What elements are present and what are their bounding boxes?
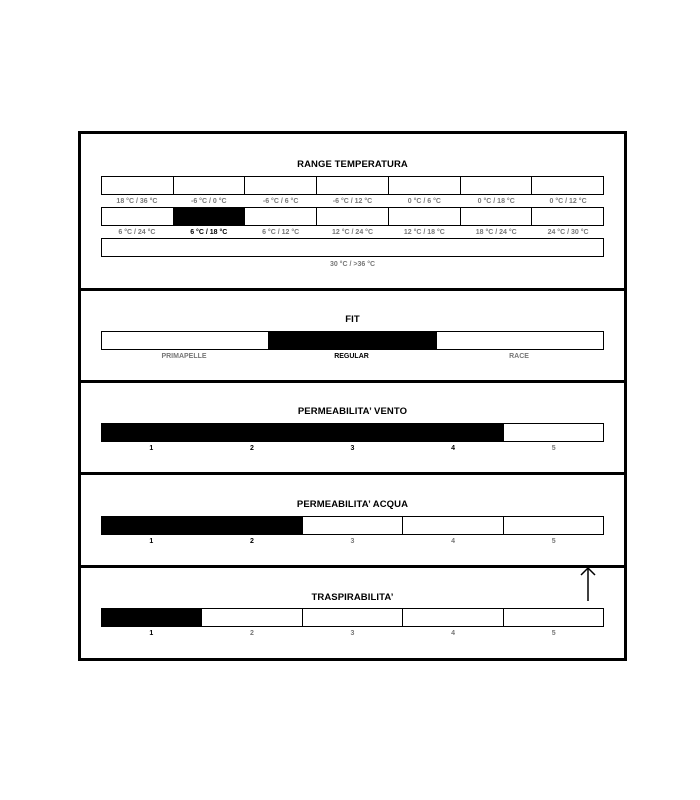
water-scale-segment: [303, 517, 403, 534]
breath-scale-segment: [303, 609, 403, 626]
fit-option-segment[interactable]: [102, 332, 268, 349]
breath-scale-bar: [101, 608, 604, 627]
breath-scale-label: 1: [149, 630, 154, 637]
temperature-option-cell[interactable]: [389, 208, 461, 225]
breath-scale-segment: [504, 609, 603, 626]
fit-option-label: PRIMAPELLE: [161, 353, 207, 360]
wind-scale-label: 3: [350, 445, 355, 452]
wind-scale-segment: [403, 424, 503, 441]
temperature-option-cell[interactable]: [389, 177, 461, 194]
temperature-option-label: 6 °C / 18 °C: [190, 229, 228, 236]
wind-scale-segment: [303, 424, 403, 441]
wind-scale-segment: [102, 424, 202, 441]
wind-scale-segment: [202, 424, 302, 441]
temperature-option-label: 0 °C / 12 °C: [549, 198, 587, 205]
temperature-option-cell[interactable]: [317, 208, 389, 225]
temperature-option-label: 12 °C / 24 °C: [332, 229, 374, 236]
temperature-labels-1: [101, 197, 604, 206]
temperature-option-cell[interactable]: [102, 239, 603, 256]
temperature-option-label: 30 °C / >36 °C: [329, 261, 376, 268]
fit-option-segment[interactable]: [437, 332, 603, 349]
temperature-row-2: [101, 207, 604, 226]
wind-section: [81, 383, 624, 472]
fit-labels: [101, 352, 604, 361]
temperature-option-label: -6 °C / 0 °C: [191, 198, 227, 205]
breath-scale-segment: [403, 609, 503, 626]
water-scale-bar: [101, 516, 604, 535]
water-scale-segment: [202, 517, 302, 534]
temperature-option-cell[interactable]: [102, 177, 174, 194]
wind-scale-labels: [101, 444, 604, 453]
fit-option-label: REGULAR: [334, 353, 369, 360]
water-scale-label: 4: [451, 538, 456, 545]
temperature-option-label: 6 °C / 12 °C: [262, 229, 300, 236]
temperature-row-1: [101, 176, 604, 195]
temperature-option-cell[interactable]: [461, 208, 533, 225]
fit-option-label: RACE: [509, 353, 529, 360]
temperature-option-cell[interactable]: [532, 208, 603, 225]
fit-option-segment[interactable]: [268, 332, 437, 349]
spec-card: [78, 131, 627, 661]
water-scale-label: 2: [249, 538, 254, 545]
temperature-option-cell[interactable]: [245, 208, 317, 225]
breath-scale-labels: [101, 629, 604, 638]
temperature-option-cell[interactable]: [317, 177, 389, 194]
breath-scale-segment: [102, 609, 202, 626]
water-section: [81, 475, 624, 564]
temperature-option-cell[interactable]: [461, 177, 533, 194]
water-scale-label: 1: [149, 538, 154, 545]
wind-scale-label: 4: [451, 445, 456, 452]
wind-scale-label: 1: [149, 445, 154, 452]
wind-title: PERMEABILITA’ VENTO: [297, 406, 408, 417]
temperature-labels-2: [101, 228, 604, 237]
breath-scale-segment: [202, 609, 302, 626]
fit-section: [81, 291, 624, 380]
breath-title: TRASPIRABILITA’: [311, 592, 394, 603]
temperature-option-cell[interactable]: [174, 208, 246, 225]
temperature-section: [81, 134, 624, 288]
wind-scale-label: 2: [249, 445, 254, 452]
temperature-option-cell[interactable]: [102, 208, 174, 225]
wind-scale-segment: [504, 424, 603, 441]
water-scale-segment: [504, 517, 603, 534]
temperature-option-label: 18 °C / 24 °C: [475, 229, 517, 236]
arrow-up-icon: [580, 566, 596, 602]
wind-scale-bar: [101, 423, 604, 442]
water-title: PERMEABILITA’ ACQUA: [296, 499, 409, 510]
temperature-option-label: 24 °C / 30 °C: [547, 229, 589, 236]
temperature-option-label: 0 °C / 18 °C: [477, 198, 515, 205]
temperature-labels-3: [101, 260, 604, 269]
temperature-option-cell[interactable]: [245, 177, 317, 194]
temperature-option-label: -6 °C / 6 °C: [262, 198, 299, 205]
temperature-option-cell[interactable]: [532, 177, 603, 194]
temperature-option-label: 0 °C / 6 °C: [407, 198, 441, 205]
breath-scale-label: 4: [451, 630, 456, 637]
temperature-title: RANGE TEMPERATURA: [297, 159, 408, 170]
temperature-option-label: 18 °C / 36 °C: [116, 198, 158, 205]
breath-scale-label: 3: [350, 630, 355, 637]
temperature-option-label: 12 °C / 18 °C: [403, 229, 445, 236]
fit-bar: [101, 331, 604, 350]
water-scale-label: 5: [551, 538, 556, 545]
wind-scale-label: 5: [551, 445, 556, 452]
breath-section: [81, 568, 624, 658]
water-scale-labels: [101, 537, 604, 546]
water-scale-segment: [102, 517, 202, 534]
temperature-option-cell[interactable]: [174, 177, 246, 194]
breath-scale-label: 5: [551, 630, 556, 637]
temperature-row-3: [101, 238, 604, 257]
water-scale-segment: [403, 517, 503, 534]
breath-scale-label: 2: [249, 630, 254, 637]
fit-title: FIT: [345, 314, 360, 325]
temperature-option-label: -6 °C / 12 °C: [332, 198, 373, 205]
water-scale-label: 3: [350, 538, 355, 545]
temperature-option-label: 6 °C / 24 °C: [118, 229, 156, 236]
